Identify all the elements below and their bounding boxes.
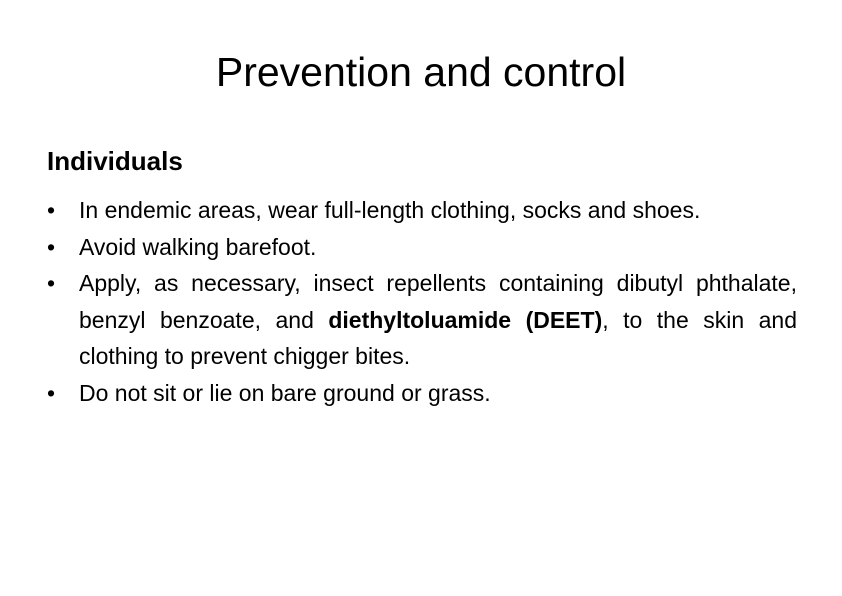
bullet-icon: •	[47, 379, 56, 406]
bullet-icon: •	[47, 197, 56, 223]
content-area	[47, 192, 797, 464]
bullet-text-bold: diethyltoluamide (DEET)	[328, 306, 603, 333]
bullet-text: Do not sit or lie on bare ground or grass.	[79, 379, 491, 406]
bullet-text-before: Apply, as necessary, insect repellents containing dibutyl phthalate, benzyl benzoate, and	[79, 270, 797, 333]
bullet-text-after: , to the skin and clothing to prevent chigger bites.	[79, 306, 797, 370]
page-title: Prevention and control	[215, 49, 627, 95]
bullet-icon: •	[47, 270, 56, 297]
bullet-item-repellents	[47, 265, 797, 375]
section-heading: Individuals	[47, 146, 183, 176]
bullet-item-clothing	[47, 192, 797, 229]
bullet-text: Avoid walking barefoot.	[79, 233, 317, 260]
bullet-icon: •	[47, 233, 56, 260]
bullet-item-ground	[47, 375, 797, 412]
bullet-list	[47, 192, 797, 412]
bullet-text: In endemic areas, wear full-length clothing, socks and shoes.	[79, 197, 701, 223]
bullet-item-barefoot	[47, 229, 797, 266]
